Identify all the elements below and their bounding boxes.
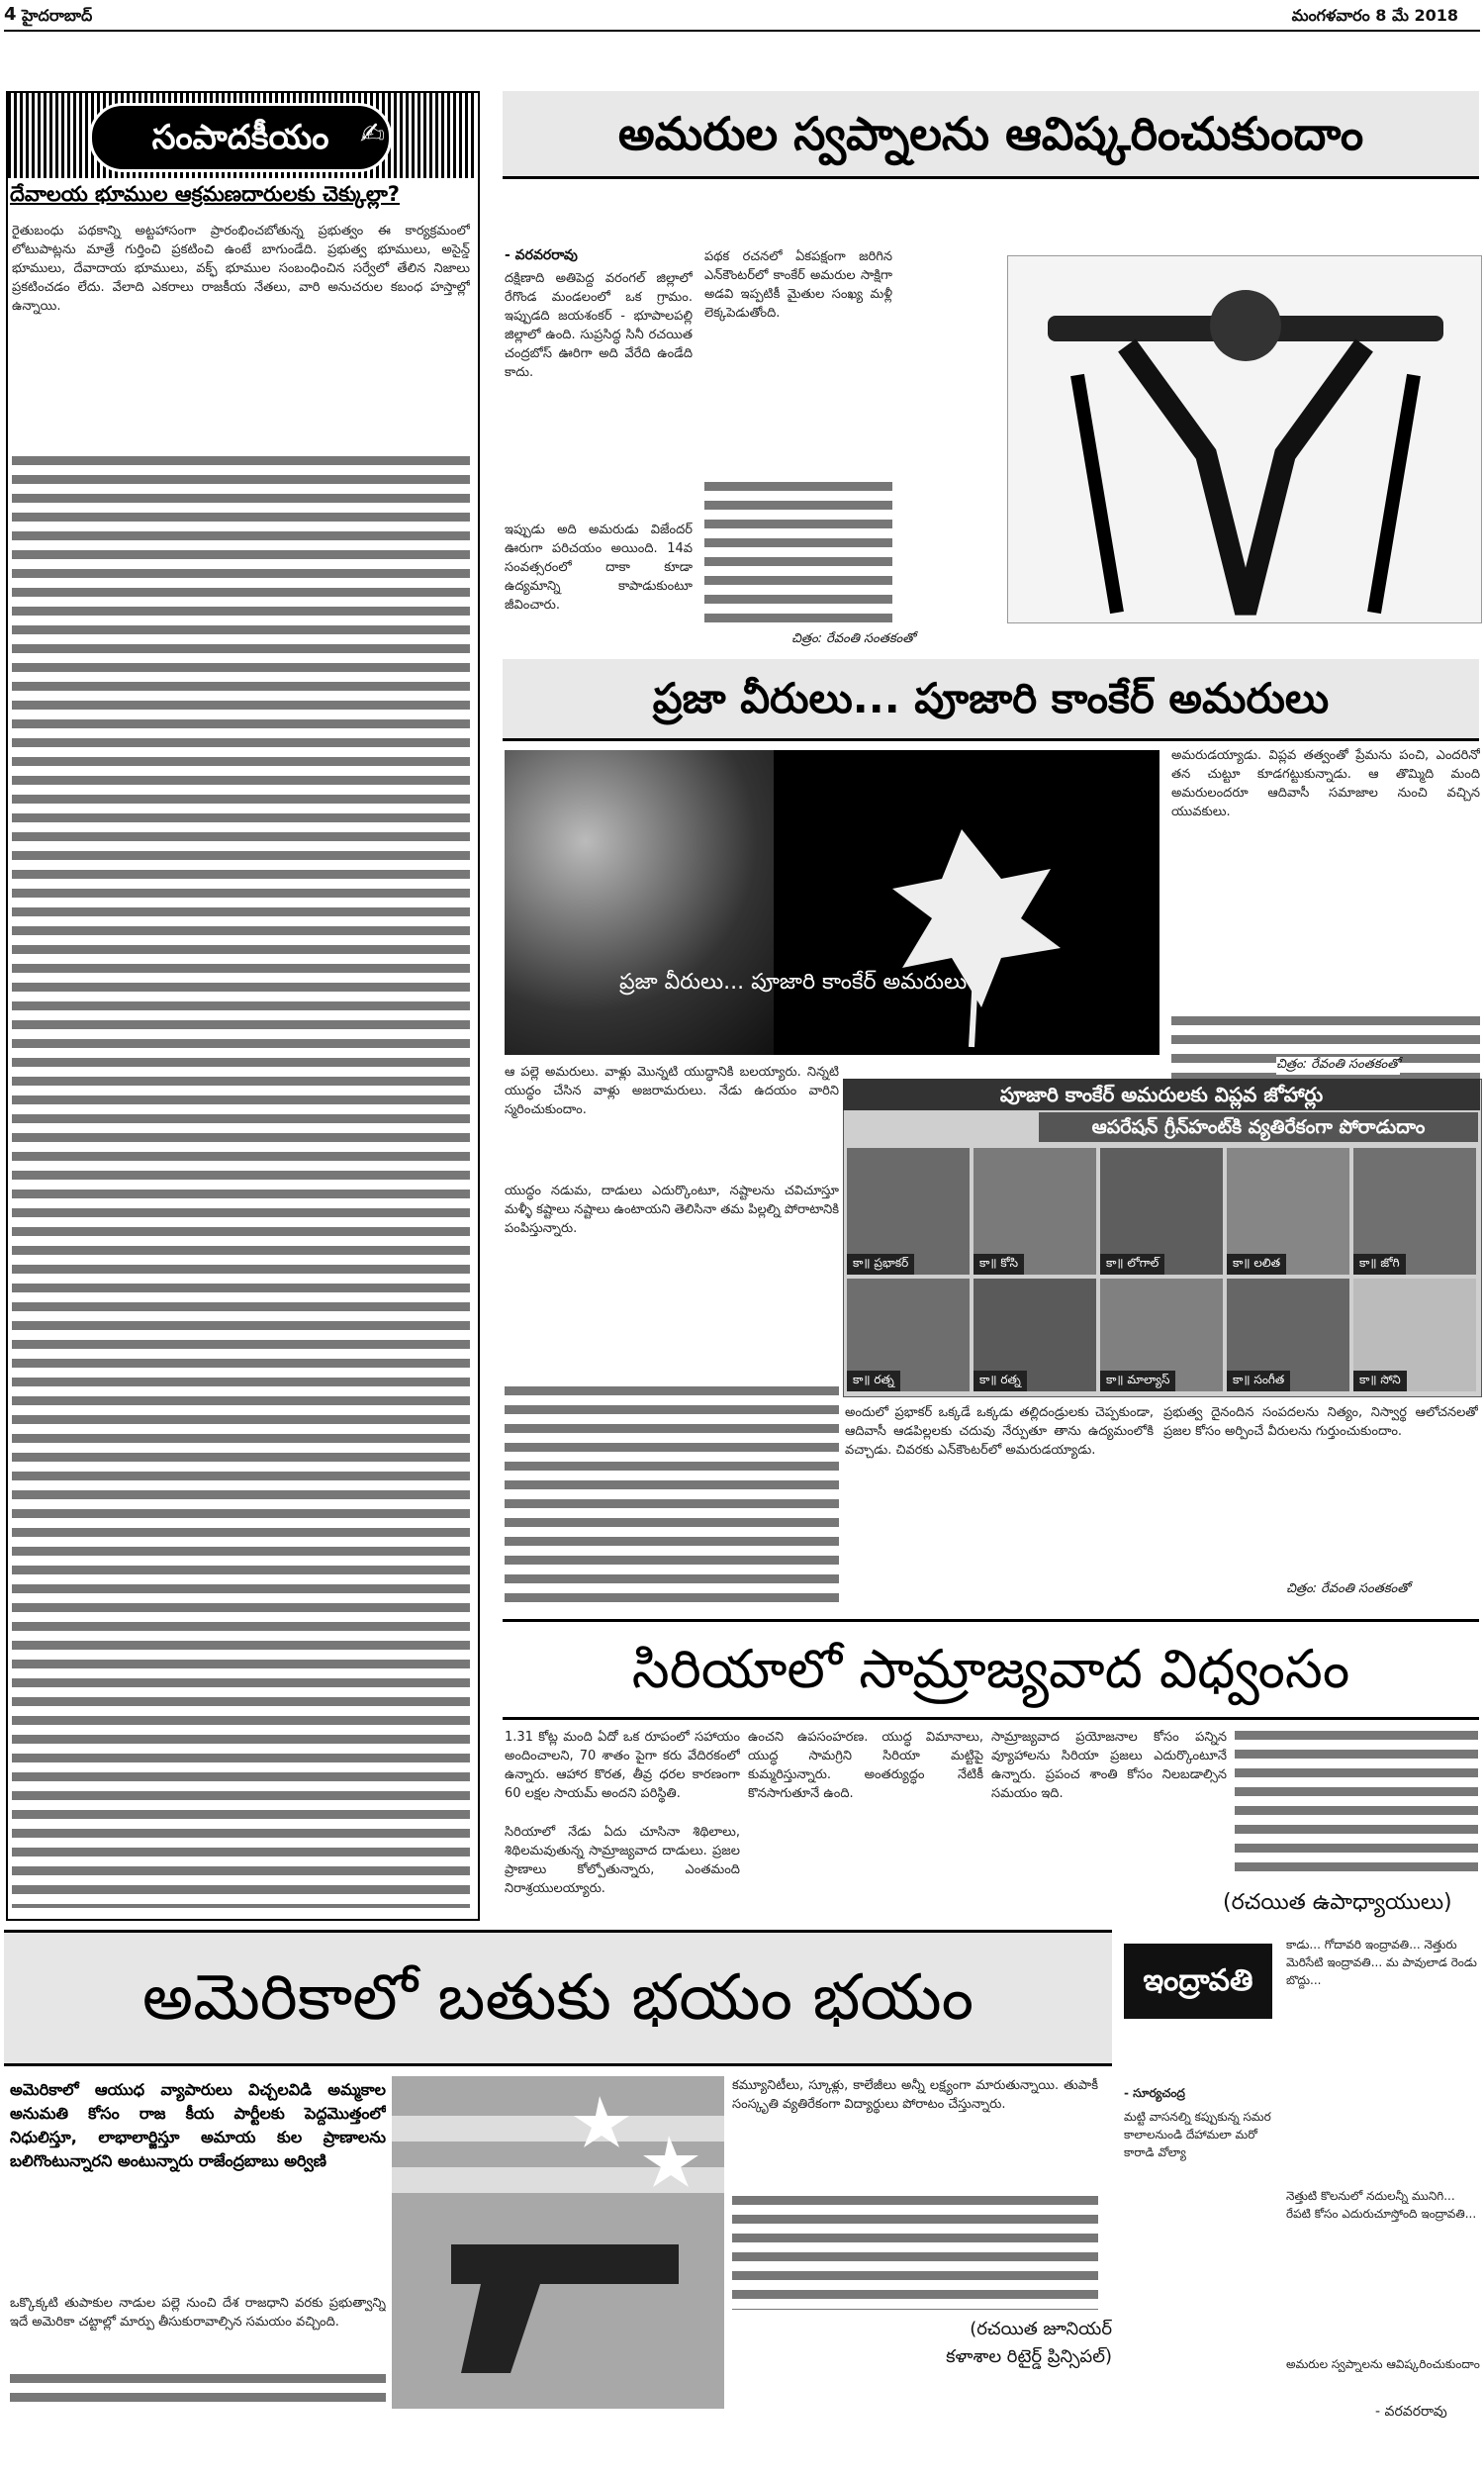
feature-headline: ప్రజా వీరులు... పూజారి కాంకేర్ అమరులు (652, 674, 1330, 722)
lead-author: - వరవరరావు (505, 247, 578, 263)
lead-body: దక్షిణాది అతిపెద్ద వరంగల్ జిల్లాలో రేగొండ మండలంలో ఒక గ్రామం. ఇప్పుడది జయశంకర్ - భూపాలపల్లి జిల్లాలో ఉంది. సుప్రసిద్ధ సినీ రచయిత చంద్రబోస్ ఊరిగా అది వేరేది ఉండేది కాదు. (505, 271, 693, 380)
martyr-name: కా॥ జోగి (1353, 1254, 1406, 1275)
martyr-name: కా॥ సంగీత (1227, 1371, 1290, 1391)
lead-headline: అమరుల స్వప్నాలను ఆవిష్కరించుకుందాం (617, 107, 1364, 160)
poem-author-bottom: - వరవరరావు (1375, 2404, 1447, 2420)
poem-stanza-3: నెత్తుటి కొలనులో నదులన్నీ మునిగి... రేపటి కోసం ఎదురుచూస్తోంది ఇంద్రావతి... (1286, 2189, 1477, 2221)
lead-illustration (1007, 255, 1482, 623)
lead-body-continued (704, 479, 892, 627)
martyr-photo (974, 1148, 1096, 1275)
martyr-name: కా॥ మాల్యాస్ (1100, 1371, 1175, 1391)
martyr-name: కా॥ లలిత (1227, 1254, 1286, 1275)
feature-art-credit-top: చిత్రం: రేవంతి సంతకంతో (1276, 1057, 1400, 1075)
martyr-name: కా॥ లోగాల్ (1100, 1254, 1164, 1275)
martyr-photo (1100, 1148, 1223, 1275)
martyr-photo (847, 1279, 970, 1391)
leaf-splash-icon (774, 750, 1159, 1055)
lead-body-3: పథక రచనలో ఏకపక్షంగా జరిగిన ఎన్‌కౌంటర్‌లో కాంకేర్ అమరుల సాక్షిగా అడవి ఇప్పటికీ మైతుల సంఖ్య మళ్లీ లెక్కపెడుతోంది. (704, 249, 892, 321)
america-body-continued-2 (732, 2193, 1098, 2310)
syria-body-4: సామ్రాజ్యవాద ప్రయోజనాల కోసం పన్నిన వ్యూహాలను సిరియా ప్రజలు ఎదుర్కొంటూనే ఉన్నారు. ప్రపంచ శాంతి కోసం నిలబడాల్సిన సమయం ఇది. (991, 1730, 1227, 1801)
issue-date: మంగళవారం 8 మే 2018 (1291, 6, 1458, 25)
feature-image-caption: ప్రజా వీరులు... పూజారి కాంకేర్ అమరులు (619, 970, 968, 995)
editorial-banner (8, 93, 474, 178)
editorial-headline: దేవాలయ భూముల ఆక్రమణదారులకు చెక్కుల్లా? (10, 182, 400, 206)
syria-headline: సిరియాలో సామ్రాజ్యవాద విధ్వంసం (631, 1638, 1350, 1700)
martyr-name: కా॥ సోని (1353, 1371, 1407, 1391)
syria-body: 1.31 కోట్ల మంది ఏదో ఒక రూపంలో సహాయం అందించాలని, 70 శాతం పైగా కరు వేదిరకంలో ఉన్నారు. ఆహార కొరత, తీవ్ర ధరల కారణంగా 60 లక్షల సాయమ్ అందని పరిస్థితి. (505, 1730, 740, 1801)
poem-stanza-2: కాడు... గోదావరి ఇంద్రావతి... నెత్తురు మెరిసేటి ఇంద్రావతి... మ పావులాడ రెండు బొద్దు... (1286, 1938, 1477, 1987)
syria-body-continued (1235, 1728, 1478, 1876)
poem-stanza-4: అమరుల స్వప్నాలను ఆవిష్కరించుకుందాం (1286, 2357, 1480, 2371)
america-body-2: కమ్యూనిటీలు, స్కూళ్లు, కాలేజీలు అన్నీ లక్ష్యంగా మారుతున్నాయి. తుపాకీ సంస్కృతి వ్యతిరేకంగా విద్యార్థులు పోరాటం చేస్తున్నారు. (732, 2078, 1098, 2112)
lead-headline-box (503, 91, 1479, 179)
quill-icon: ✍ (360, 117, 386, 151)
feature-body-right: ప్రభుత్వ దైనందిన సంపదలను నిత్యం, నిస్వార్థ ఆలోచనలతో ప్రజల కోసం అర్పించే వీరులను గుర్తుంచుకుందాం. (1163, 1405, 1478, 1439)
feature-art-credit-bottom: చిత్రం: రేవంతి సంతకంతో (1286, 1581, 1410, 1596)
feature-body-mid: అందులో ప్రభాకర్ ఒక్కడే ఒక్కడు తల్లిదండ్రులకు చెప్పకుండా, ఆదివాసీ ఆడపిల్లలకు చదువు నేర్పుతూ తాను ఉద్యమంలోకి వచ్చాడు. చివరకు ఎన్‌కౌంటర్‌లో అమరుడయ్యాడు. (845, 1405, 1154, 1458)
america-body-continued-1 (10, 2371, 386, 2411)
martyr-photo (1227, 1279, 1349, 1391)
page-number: 4 (4, 4, 17, 25)
martyr-photo (1100, 1279, 1223, 1391)
america-intro: అమెరికాలో ఆయుధ వ్యాపారులు విచ్చలవిడి అమ్మకాల అనుమతి కోసం రాజ కీయ పార్టీలకు పెద్దమొత్తంలో నిధులిస్తూ, లాభాలార్జిస్తూ అమాయ కుల ప్రాణాలను బలిగొంటున్నారని అంటున్నారు రాజేంద్రబాబు అర్విణి (10, 2080, 386, 2170)
poem-title: ఇంద్రావతి (1124, 1944, 1272, 2019)
syria-credit: (రచయిత ఉపాధ్యాయులు) (1223, 1890, 1452, 1915)
feature-side-body: అమరుడయ్యాడు. విప్లవ తత్వంతో ప్రేమను పంచి, ఎందరినో తన చుట్టూ కూడగట్టుకున్నాడు. ఆ తొమ్మిది మంది అమరులందరూ ఆదివాసీ సమాజాల నుంచి వచ్చిన యువకులు. (1171, 748, 1480, 819)
feature-body-left-continued (505, 1383, 839, 1609)
martyrs-row-1 (847, 1148, 1476, 1275)
america-credit: (రచయిత జూనియర్ కళాశాల రిటైర్డ్ ప్రిన్సిపల్) (946, 2319, 1112, 2367)
martyr-photo (1353, 1148, 1476, 1275)
america-body: ఒక్కొక్కటి తుపాకుల నాడుల పల్లె నుంచి దేశ రాజధాని వరకు ప్రభుత్వాన్ని ఇదే అమెరికా చట్టాల్లో మార్పు తీసుకురావాల్సిన సమయం వచ్చింది. (10, 2296, 386, 2330)
maple-leaves-photo (505, 750, 774, 1055)
martyr-photo (1227, 1148, 1349, 1275)
gun-flag-photo (392, 2076, 724, 2409)
martyr-photo (974, 1279, 1096, 1391)
editorial-label: సంపాదకీయం (89, 103, 392, 172)
feature-image-black (774, 750, 1159, 1055)
lead-art-credit: చిత్రం: రేవంతి సంతకంతో (791, 631, 915, 646)
martyr-photo (847, 1148, 970, 1275)
editorial-body-continued (12, 453, 470, 1908)
martyr-name: కా॥ రత్న (974, 1371, 1027, 1391)
feature-body-left-2: యుద్ధం నడుమ, దాడులు ఎదుర్కొంటూ, నష్టాలను చవిచూస్తూ మళ్ళీ కష్టాలు నష్టాలు ఉంటాయని తెలిసినా తమ పిల్లల్ని పోరాటానికి పంపిస్తున్నారు. (505, 1184, 839, 1236)
syria-body-3: ఉంచని ఉపసంహరణ. యుద్ధ విమానాలు, యుద్ధ సామగ్రిని సిరియా మట్టిపై కుమ్మరిస్తున్నారు. అంతర్యుద్ధం నేటికీ కొనసాగుతూనే ఉంది. (748, 1730, 983, 1801)
america-headline: అమెరికాలో బతుకు భయం భయం (141, 1961, 974, 2035)
martyr-name: కా॥ ప్రభాకర్ (847, 1254, 914, 1275)
martyr-name: కా॥ రత్న (847, 1371, 900, 1391)
martyr-photo-blurred (1353, 1279, 1476, 1391)
feature-headline-box (503, 659, 1479, 741)
martyrs-row-2 (847, 1279, 1476, 1391)
syria-body-2: సిరియాలో నేడు ఏదు చూసినా శిథిలాలు, శిథిలమవుతున్న సామ్రాజ్యవాద దాడులు. ప్రజల ప్రాణాలు కోల్పోతున్నారు, ఎంతమంది నిరాశ్రయులయ్యారు. (505, 1825, 740, 1896)
masthead-rule (4, 30, 1480, 32)
poem-author-top: - సూర్యచంద్ర (1124, 2086, 1185, 2100)
editorial-body: రైతుబంధు పథకాన్ని అట్టహాసంగా ప్రారంభించబోతున్న ప్రభుత్వం ఈ కార్యక్రమంలో లోటుపాట్లను మాత్రే గుర్తించి ప్రకటించి ఉంటే బాగుండేది. ప్రభుత్వ భూములు, అసైన్డ్ భూములు, దేవాదాయ భూములు, వక్ఫ్ భూముల సంబంధించిన సర్వేలో తేలిన నిజాలు ప్రకటించడం లేదు. వేలాది ఎకరాలు రాజకీయ నేతలు, వారి అనుచరుల కబంధ హస్తాల్లో ఉన్నాయి. (12, 224, 470, 314)
feature-body-left: ఆ పల్లె అమరులు. వాళ్లు మొన్నటి యుద్ధానికి బలయ్యారు. నిన్నటి యుద్ధం చేసిన వాళ్లు అజరామరులు. నేడు ఉదయం వారిని స్మరించుకుందాం. (505, 1065, 839, 1117)
martyr-name: కా॥ కోసి (974, 1254, 1024, 1275)
syria-headline-box (503, 1619, 1479, 1720)
martyrs-subbanner: ఆపరేషన్ గ్రీన్‌హంట్‌కి వ్యతిరేకంగా పోరాడుదాం (1039, 1112, 1478, 1142)
america-headline-box (4, 1930, 1112, 2066)
martyrs-banner: పూజారి కాంకేర్ అమరులకు విప్లవ జోహార్లు (843, 1079, 1480, 1110)
poem-stanza-1: మట్టి వాసనల్ని కప్పుకున్న సమర కాలాలనుండి దేహామలా మరో కారాడి వోల్యా (1124, 2110, 1271, 2159)
city-label: హైదరాబాద్ (22, 6, 93, 25)
crucified-figure-illustration (1008, 256, 1481, 622)
lead-body-2: ఇప్పుడు అది అమరుడు విజేందర్ ఊరుగా పరిచయం అయింది. 14వ సంవత్సరంలో దాకా కూడా ఉద్యమాన్ని కాపాడుకుంటూ జీవించారు. (505, 523, 693, 613)
handgun-illustration (392, 2076, 724, 2409)
